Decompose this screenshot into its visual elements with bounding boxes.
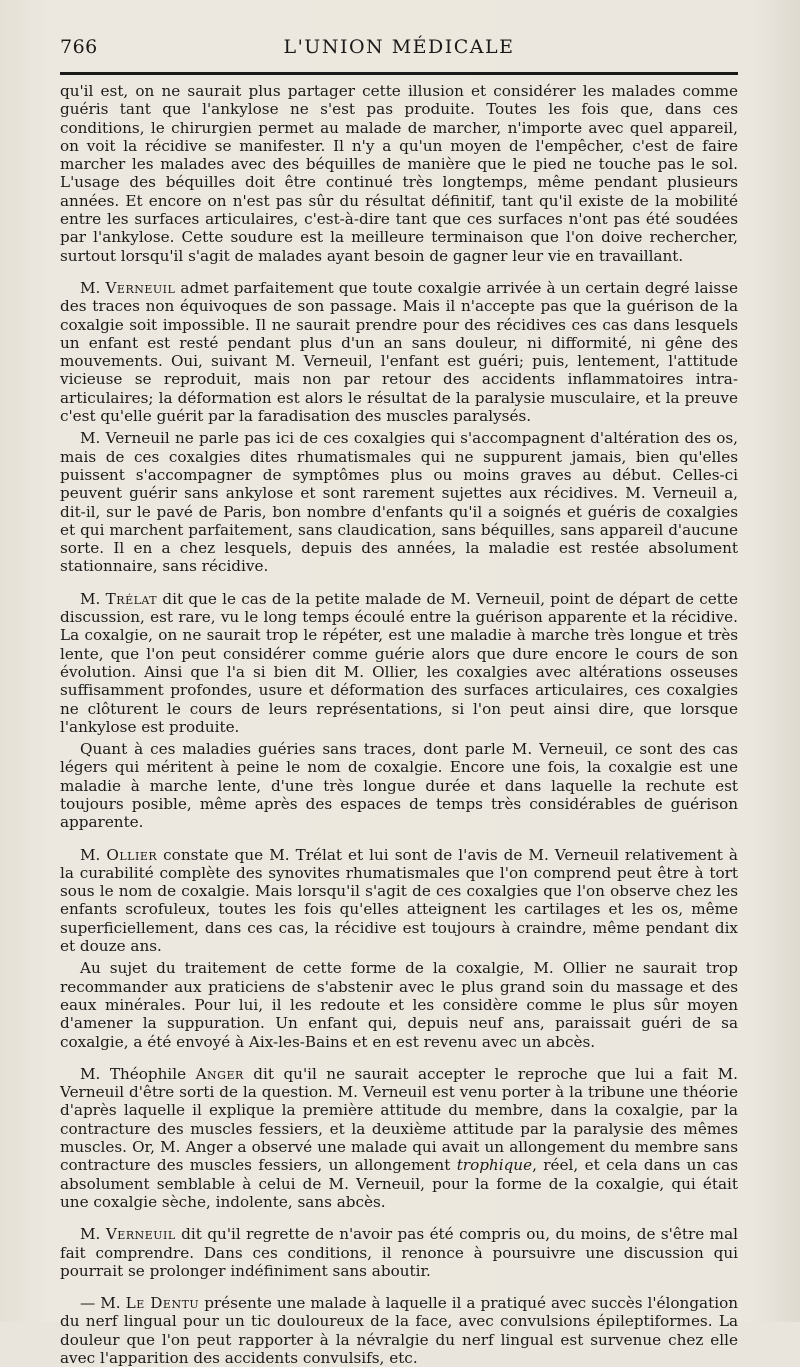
running-head: L'UNION MÉDICALE [283, 36, 515, 58]
page-number: 766 [60, 36, 98, 58]
paragraph-text: constate que M. Trélat et lui sont de l'avis de M. Verneuil relativement à la curabilité complète des synovites rhumatismales que l'on comprend peut être à tort sous le nom de coxalgie. Mais lorsqu'il s'agit de ces coxalgies que l'on observe chez les enfants scrofuleux, toutes les fois qu'elles atteignent les cartilages et les os, même superficiellement, dans ces cas, la récidive est toujours à craindre, même pendant dix et douze ans. [60, 845, 738, 956]
speaker-title: — M. [80, 1294, 126, 1313]
paragraph-text: présente une malade à laquelle il a pratiqué avec succès l'élongation du nerf lingual pour un tic douloureux de la face, avec convulsions épileptiformes. La douleur que l'on peut rapporter à la névralgie du nerf lingual est survenue chez elle avec l'apparition des accidents convulsifs, etc. [60, 1294, 738, 1367]
article-body [60, 82, 738, 1367]
speaker-name: Anger [195, 1064, 244, 1083]
paragraph-text: Quant à ces maladies guéries sans traces, dont parle M. Verneuil, ce sont des cas légers qui méritent à peine le nom de coxalgie. Encore une fois, la coxalgie est une maladie à marche lente, d'une très longue durée et dans laquelle la rechute est toujours posible, même après des espaces de temps très considérables de guérison apparente. [60, 740, 738, 832]
speaker-title: M. Théophile [80, 1064, 196, 1083]
paragraph [60, 429, 738, 575]
paragraph [60, 959, 738, 1050]
paragraph [60, 590, 738, 736]
speaker-name: Ollier [106, 845, 158, 864]
speaker-name: Trélat [105, 589, 158, 608]
speaker-title: M. [80, 278, 106, 297]
header-rule [60, 72, 738, 75]
paragraph-text: , réel, et cela dans un cas absolument semblable à celui de M. Verneuil, pour la forme de la coxalgie, qui était une coxalgie sèche, indolente, sans abcès. [60, 1156, 738, 1211]
paragraph-text: M. Verneuil ne parle pas ici de ces coxalgies qui s'accompagnent d'altération des os, mais de ces coxalgies dites rhumatismales qui ne suppurent jamais, bien qu'elles puissent s'accompagner de symptômes plus ou moins graves au début. Celles-ci peuvent guérir sans ankylose et sont rarement sujettes aux récidives. M. Verneuil a, dit-il, sur le pavé de Paris, bon nombre d'enfants qu'il a soignés et guéris de coxalgies et qui marchent parfaitement, sans claudication, sans béquilles, sans appareil d'aucune sorte. Il en a chez lesquels, depuis des années, la maladie est restée absolument stationnaire, sans récidive. [60, 429, 738, 576]
speaker-name: Verneuil [105, 1225, 176, 1244]
paragraph-text: dit qu'il ne saurait accepter le reproche que lui a fait M. Verneuil d'être sorti de la question. M. Verneuil est venu porter à la tribune une théorie d'après laquelle il explique la première attitude du membre, dans la coxalgie, par la contracture des muscles fessiers, et la deuxième attitude par la paralysie des mêmes muscles. Or, M. Anger a observé une malade qui avait un allongement du membre sans contracture des muscles fessiers, un allongement [60, 1064, 738, 1175]
italic-term: trophique [456, 1156, 533, 1175]
speaker-name: Verneuil [105, 278, 176, 297]
paragraph-text: admet parfaitement que toute coxalgie arrivée à un certain degré laisse des traces non équivoques de son passage. Mais il n'accepte pas que la guérison de la coxalgie soit impossible. Il ne saurait prendre pour des récidives ces cas dans lesquels un enfant est resté pendant plus d'un an sans douleur, ni difformité, ni gêne des mouvements. Oui, suivant M. Verneuil, l'enfant est guéri; puis, lentement, l'attitude vicieuse se reproduit, mais non par retour des accidents inflammatoires intra-articulaires; la déformation est alors le résultat de la paralysie musculaire, et la preuve c'est qu'elle guérit par la faradisation des muscles paralysés. [60, 278, 738, 426]
paragraph [60, 1065, 738, 1211]
speaker-title: M. [80, 1225, 106, 1244]
paragraph-text: qu'il est, on ne saurait plus partager cette illusion et considérer les malades comme guéris tant que l'ankylose ne s'est pas produite. Toutes les fois que, dans ces conditions, le chirurgien permet au malade de marcher, n'importe avec quel appareil, on voit la récidive se manifester. Il n'y a qu'un moyen de l'empêcher, c'est de faire marcher les malades avec des béquilles de manière que le pied ne touche pas le sol. L'usage des béquilles doit être continué très longtemps, même pendant plusieurs années. Et encore on n'est pas sûr du résultat définitif, tant qu'il existe de la mobilité entre les surfaces articulaires, c'est-à-dire tant que ces surfaces n'ont pas été soudées par l'ankylose. Cette soudure est la meilleure terminaison que l'on doive rechercher, surtout lorsqu'il s'agit de malades ayant besoin de gagner leur vie en travaillant. [60, 82, 738, 265]
paragraph [60, 846, 738, 956]
paragraph [60, 1294, 738, 1367]
speaker-title: M. [80, 845, 107, 864]
paragraph [60, 279, 738, 425]
speaker-name: Le Dentu [125, 1294, 200, 1313]
paragraph-text: Au sujet du traitement de cette forme de la coxalgie, M. Ollier ne saurait trop recommander aux praticiens de s'abstenir avec le plus grand soin du massage et des eaux minérales. Pour lui, il les redoute et les considère comme le plus sûr moyen d'amener la suppuration. Un enfant qui, depuis neuf ans, paraissait guéri de sa coxalgie, a été envoyé à Aix-les-Bains et en est revenu avec un abcès. [60, 959, 738, 1051]
paragraph [60, 1225, 738, 1280]
paragraph [60, 82, 738, 265]
paragraph-text: dit qu'il regrette de n'avoir pas été compris ou, du moins, de s'être mal fait comprendre. Dans ces conditions, il renonce à poursuivre une discussion qui pourrait se prolonger indéfiniment sans aboutir. [60, 1225, 738, 1280]
speaker-title: M. [80, 589, 106, 608]
paragraph [60, 740, 738, 831]
paragraph-text: dit que le cas de la petite malade de M. Verneuil, point de départ de cette discussion, est rare, vu le long temps écoulé entre la guérison apparente et la récidive. La coxalgie, on ne saurait trop le répéter, est une maladie à marche très longue et très lente, que l'on peut considérer comme guérie alors que dure encore le cours de son évolution. Ainsi que l'a si bien dit M. Ollier, les coxalgies avec altérations osseuses suffisamment profondes, usure et déformation des surfaces articulaires, ces coxalgies ne clôturent le cours de leurs représentations, si l'on peut ainsi dire, que lorsque l'ankylose est produite. [60, 589, 738, 736]
page-header [60, 36, 738, 64]
